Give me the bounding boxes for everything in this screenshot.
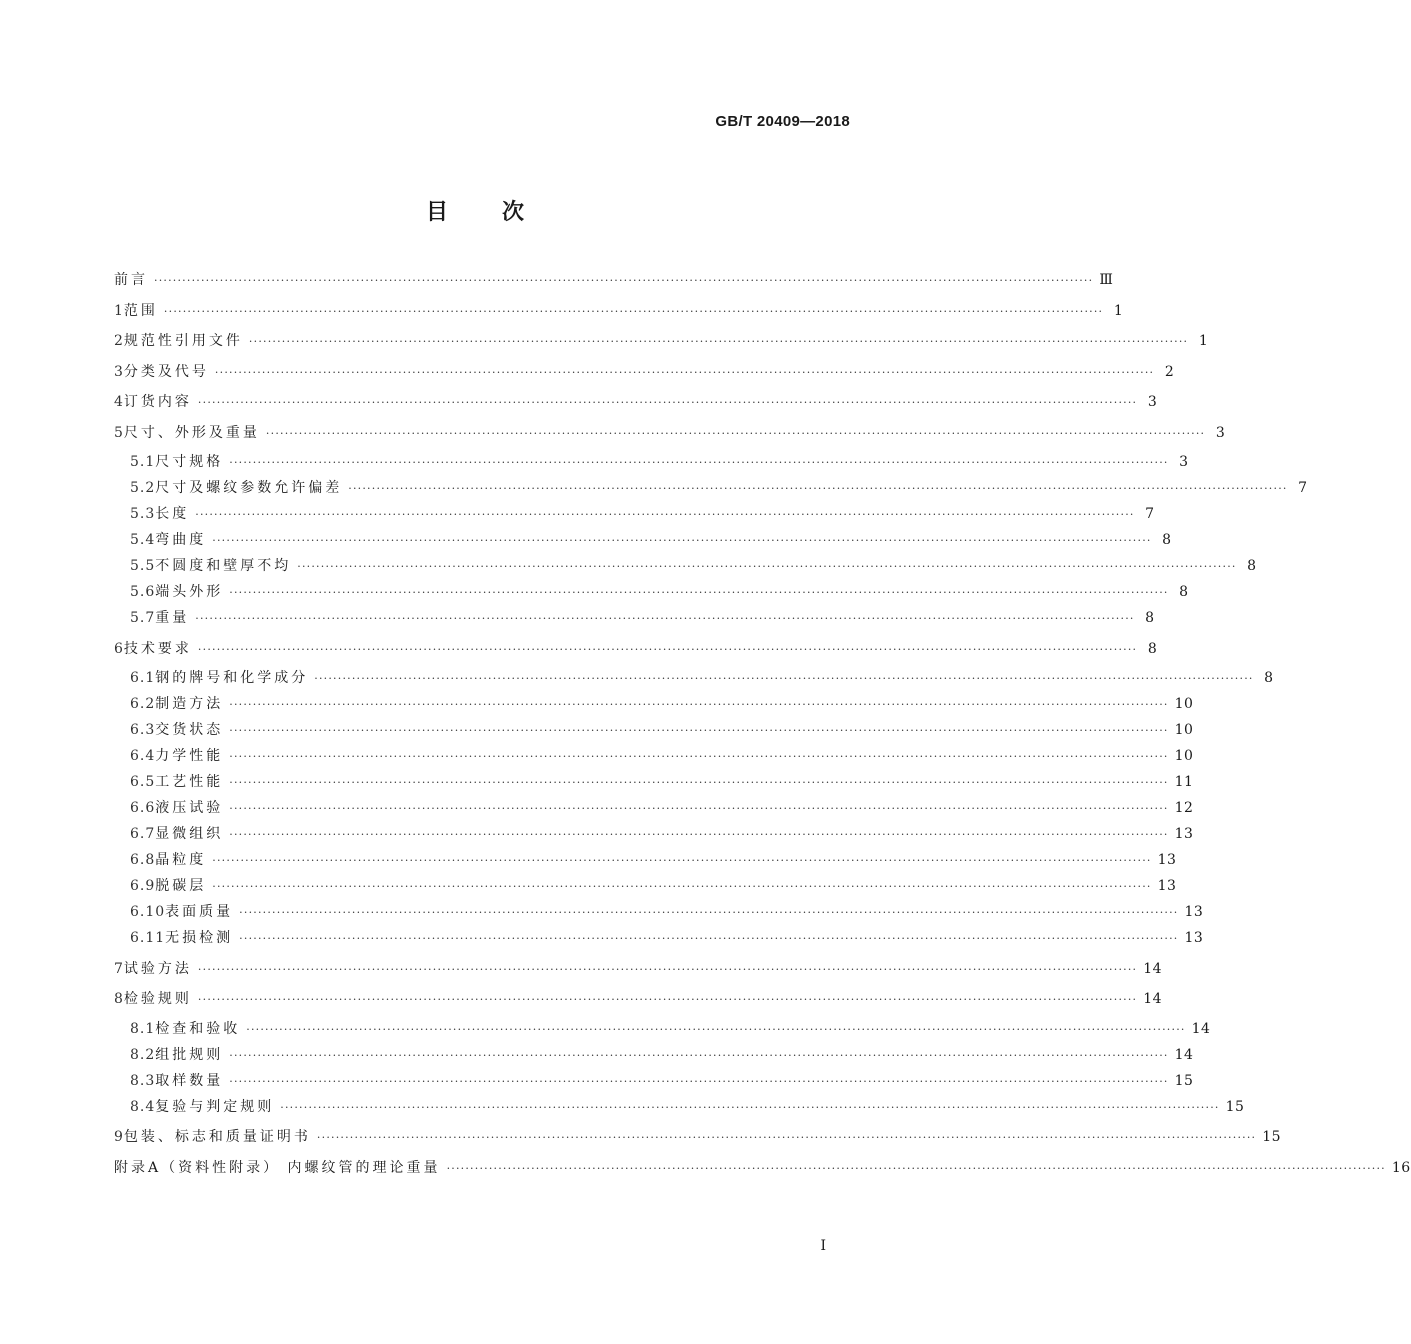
toc-entry-number: 5.7 bbox=[130, 610, 156, 626]
toc-entry[interactable] bbox=[114, 480, 1308, 497]
toc-entry-number: 3 bbox=[114, 363, 124, 380]
toc-entry-page: 13 bbox=[1184, 930, 1204, 946]
dot-leader: ········································································································································································································ bbox=[316, 1131, 1257, 1144]
toc-entry-number: 5.2 bbox=[130, 480, 156, 496]
toc-entry-page: 3 bbox=[1215, 424, 1226, 441]
toc-entry[interactable] bbox=[114, 748, 1194, 765]
dot-leader: ········································································································································································································ bbox=[348, 482, 1288, 495]
standard-code: GB/T 20409—2018 bbox=[715, 113, 850, 130]
toc-entry[interactable] bbox=[114, 302, 1124, 320]
toc-entry-number: 8 bbox=[114, 991, 124, 1007]
toc-entry-page: 2 bbox=[1164, 363, 1175, 380]
toc-entry[interactable] bbox=[114, 852, 1177, 869]
toc-entry-page: 13 bbox=[1174, 826, 1194, 842]
toc-entry-page: 16 bbox=[1391, 1159, 1411, 1176]
toc-entry-number: 6.1 bbox=[130, 670, 156, 686]
toc-entry-number: 6.9 bbox=[130, 878, 156, 894]
dot-leader: ········································································································································································································ bbox=[197, 396, 1138, 409]
toc-entry-label: 工艺性能 bbox=[155, 774, 224, 790]
dot-leader: ········································································································································································································ bbox=[197, 993, 1138, 1006]
toc-entry[interactable] bbox=[114, 1072, 1194, 1090]
toc-entry-page: 3 bbox=[1147, 394, 1158, 410]
toc-entry-label: 重量 bbox=[155, 610, 190, 626]
toc-entry-label: 不圆度和壁厚不均 bbox=[155, 558, 292, 574]
toc-entry-number: 8.2 bbox=[130, 1046, 156, 1063]
toc-entry-number: 6.5 bbox=[130, 774, 156, 790]
toc-entry-page: 8 bbox=[1145, 610, 1155, 626]
toc-entry-number: 5.3 bbox=[130, 506, 156, 522]
dot-leader: ········································································································································································································ bbox=[229, 698, 1169, 711]
toc-entry-label: 晶粒度 bbox=[155, 852, 207, 868]
toc-entry-page: 8 bbox=[1179, 584, 1189, 600]
dot-leader: ········································································································································································································ bbox=[197, 642, 1138, 656]
toc-entry[interactable] bbox=[114, 696, 1194, 713]
toc-entry-number: 6 bbox=[114, 640, 124, 657]
toc-entry-label: 检查和验收 bbox=[155, 1020, 241, 1037]
toc-entry-page: 10 bbox=[1174, 722, 1194, 738]
toc-entry-page: Ⅲ bbox=[1099, 272, 1114, 288]
toc-entry-label: 尺寸及螺纹参数允许偏差 bbox=[155, 480, 343, 496]
toc-entry-page: 7 bbox=[1298, 480, 1308, 496]
toc-entry-page: 7 bbox=[1145, 506, 1155, 522]
toc-entry-number: 5.6 bbox=[130, 584, 156, 600]
toc-entry-number: 5.4 bbox=[130, 532, 156, 548]
toc-entry[interactable] bbox=[114, 960, 1163, 978]
dot-leader: ········································································································································································································ bbox=[195, 612, 1135, 625]
toc-entry[interactable] bbox=[114, 1159, 1411, 1177]
toc-entry[interactable] bbox=[114, 532, 1172, 549]
dot-leader: ········································································································································································································ bbox=[197, 962, 1138, 976]
dot-leader: ········································································································································································································ bbox=[229, 724, 1169, 737]
toc-entry-number: 5.1 bbox=[130, 454, 156, 470]
toc-entry-label: 长度 bbox=[155, 506, 190, 522]
toc-entry[interactable] bbox=[114, 722, 1194, 739]
toc-entry[interactable] bbox=[114, 826, 1194, 843]
toc-entry-label: 订货内容 bbox=[123, 394, 192, 410]
page-title: 目次 bbox=[425, 200, 578, 225]
toc-entry[interactable] bbox=[114, 640, 1158, 658]
toc-entry[interactable] bbox=[114, 1098, 1245, 1116]
toc-entry-label: 包装、标志和质量证明书 bbox=[123, 1129, 311, 1145]
toc-entry-page: 1 bbox=[1198, 333, 1209, 349]
toc-entry-number: 7 bbox=[114, 960, 124, 977]
toc-entry-number: 9 bbox=[114, 1129, 124, 1145]
toc-entry-label: 交货状态 bbox=[155, 722, 224, 738]
toc-entry[interactable] bbox=[114, 800, 1194, 817]
toc-entry[interactable] bbox=[114, 558, 1257, 575]
toc-entry-number: 4 bbox=[114, 394, 124, 410]
toc-entry-page: 8 bbox=[1247, 558, 1257, 574]
toc-entry[interactable] bbox=[114, 584, 1189, 601]
toc-entry-number: 8.1 bbox=[130, 1020, 156, 1037]
toc-entry-label: 技术要求 bbox=[123, 640, 192, 657]
toc-entry-page: 12 bbox=[1174, 800, 1194, 816]
toc-entry-label: 端头外形 bbox=[155, 584, 224, 600]
toc-entry-label: 规范性引用文件 bbox=[123, 333, 243, 349]
toc-entry[interactable] bbox=[114, 363, 1175, 381]
dot-leader: ········································································································································································································ bbox=[229, 828, 1169, 841]
toc-entry-label: 检验规则 bbox=[123, 991, 192, 1007]
toc-entry[interactable] bbox=[114, 394, 1158, 411]
dot-leader: ········································································································································································································ bbox=[212, 854, 1152, 867]
dot-leader: ········································································································································································································ bbox=[297, 560, 1237, 573]
toc-entry-label: 显微组织 bbox=[155, 826, 224, 842]
toc-entry-number: 6.4 bbox=[130, 748, 156, 764]
toc-entry-number: 5 bbox=[114, 424, 124, 441]
toc-entry-page: 15 bbox=[1262, 1129, 1282, 1145]
dot-leader: ········································································································································································································ bbox=[265, 426, 1206, 440]
toc-entry-page: 13 bbox=[1157, 878, 1177, 894]
toc-entry-number: 2 bbox=[114, 333, 124, 349]
toc-entry[interactable] bbox=[114, 1046, 1194, 1064]
toc-entry[interactable] bbox=[114, 930, 1204, 947]
table-of-contents bbox=[114, 272, 1411, 1177]
toc-entry-number: 6.2 bbox=[130, 696, 156, 712]
toc-entry-number: 6.8 bbox=[130, 852, 156, 868]
toc-entry[interactable] bbox=[114, 424, 1226, 442]
toc-entry-label: 脱碳层 bbox=[155, 878, 207, 894]
toc-entry-page: 10 bbox=[1174, 748, 1194, 764]
toc-entry-page: 8 bbox=[1147, 640, 1158, 657]
toc-entry-page: 13 bbox=[1184, 904, 1204, 920]
toc-entry[interactable] bbox=[114, 454, 1189, 471]
footer-page-number: I bbox=[820, 1238, 826, 1254]
toc-entry-number: 8.4 bbox=[130, 1098, 156, 1115]
toc-entry[interactable] bbox=[114, 272, 1114, 289]
toc-entry-page: 8 bbox=[1264, 670, 1274, 686]
toc-entry-number: 1 bbox=[114, 302, 124, 319]
toc-entry-label: 复验与判定规则 bbox=[155, 1098, 275, 1115]
dot-leader: ········································································································································································································ bbox=[154, 274, 1094, 287]
toc-entry[interactable] bbox=[114, 774, 1194, 791]
toc-entry-page: 11 bbox=[1174, 774, 1194, 790]
toc-entry[interactable] bbox=[114, 904, 1204, 921]
toc-entry-label: 范围 bbox=[123, 302, 158, 319]
toc-entry[interactable] bbox=[114, 506, 1155, 523]
toc-entry-number: 6.3 bbox=[130, 722, 156, 738]
dot-leader: ········································································································································································································ bbox=[314, 672, 1254, 685]
dot-leader: ········································································································································································································ bbox=[239, 932, 1179, 945]
toc-entry[interactable] bbox=[114, 1020, 1211, 1038]
dot-leader: ········································································································································································································ bbox=[280, 1100, 1220, 1114]
dot-leader: ········································································································································································································ bbox=[229, 750, 1169, 763]
toc-entry-page: 13 bbox=[1157, 852, 1177, 868]
toc-entry-label: 力学性能 bbox=[155, 748, 224, 764]
toc-entry-label: 尺寸规格 bbox=[155, 454, 224, 470]
dot-leader: ········································································································································································································ bbox=[446, 1161, 1386, 1175]
toc-entry-label: 液压试验 bbox=[155, 800, 224, 816]
toc-entry-number: 6.6 bbox=[130, 800, 156, 816]
toc-entry[interactable] bbox=[114, 610, 1155, 627]
toc-entry[interactable] bbox=[114, 878, 1177, 895]
dot-leader: ········································································································································································································ bbox=[239, 906, 1179, 919]
toc-entry-page: 15 bbox=[1225, 1098, 1245, 1115]
dot-leader: ········································································································································································································ bbox=[229, 1048, 1169, 1062]
toc-entry[interactable] bbox=[114, 670, 1274, 687]
toc-entry-label: 制造方法 bbox=[155, 696, 224, 712]
dot-leader: ········································································································································································································ bbox=[214, 365, 1155, 379]
toc-entry[interactable] bbox=[114, 991, 1163, 1008]
toc-entry-number: 6.11 bbox=[130, 930, 166, 946]
dot-leader: ········································································································································································································ bbox=[229, 776, 1169, 789]
toc-entry-label: 尺寸、外形及重量 bbox=[123, 424, 260, 441]
toc-entry[interactable] bbox=[114, 333, 1209, 350]
toc-entry-page: 15 bbox=[1174, 1072, 1194, 1089]
dot-leader: ········································································································································································································ bbox=[229, 1074, 1169, 1088]
toc-entry-number: 5.5 bbox=[130, 558, 156, 574]
toc-entry-page: 1 bbox=[1113, 302, 1124, 319]
toc-entry-number: 8.3 bbox=[130, 1072, 156, 1089]
dot-leader: ········································································································································································································ bbox=[246, 1022, 1186, 1036]
toc-entry-page: 10 bbox=[1174, 696, 1194, 712]
toc-entry-page: 8 bbox=[1162, 532, 1172, 548]
dot-leader: ········································································································································································································ bbox=[229, 586, 1169, 599]
toc-entry-label: 弯曲度 bbox=[155, 532, 207, 548]
toc-entry-label: 试验方法 bbox=[123, 960, 192, 977]
toc-entry-page: 14 bbox=[1143, 960, 1163, 977]
dot-leader: ········································································································································································································ bbox=[229, 456, 1169, 469]
toc-entry[interactable] bbox=[114, 1129, 1282, 1146]
dot-leader: ········································································································································································································ bbox=[248, 335, 1189, 348]
dot-leader: ········································································································································································································ bbox=[229, 802, 1169, 815]
dot-leader: ········································································································································································································ bbox=[212, 880, 1152, 893]
toc-entry-number: 6.7 bbox=[130, 826, 156, 842]
toc-entry-label: 无损检测 bbox=[165, 930, 234, 946]
toc-entry-label: 取样数量 bbox=[155, 1072, 224, 1089]
dot-leader: ········································································································································································································ bbox=[163, 304, 1104, 318]
toc-entry-page: 14 bbox=[1191, 1020, 1211, 1037]
toc-entry-label: 附录A（资料性附录） 内螺纹管的理论重量 bbox=[114, 1159, 441, 1176]
toc-entry-number: 6.10 bbox=[130, 904, 166, 920]
dot-leader: ········································································································································································································ bbox=[212, 534, 1152, 547]
toc-entry-label: 表面质量 bbox=[165, 904, 234, 920]
dot-leader: ········································································································································································································ bbox=[195, 508, 1135, 521]
toc-entry-page: 14 bbox=[1143, 991, 1163, 1007]
toc-entry-label: 前言 bbox=[114, 272, 148, 288]
toc-entry-label: 分类及代号 bbox=[123, 363, 209, 380]
toc-entry-page: 3 bbox=[1179, 454, 1189, 470]
toc-entry-page: 14 bbox=[1174, 1046, 1194, 1063]
toc-entry-label: 组批规则 bbox=[155, 1046, 224, 1063]
toc-entry-label: 钢的牌号和化学成分 bbox=[155, 670, 309, 686]
